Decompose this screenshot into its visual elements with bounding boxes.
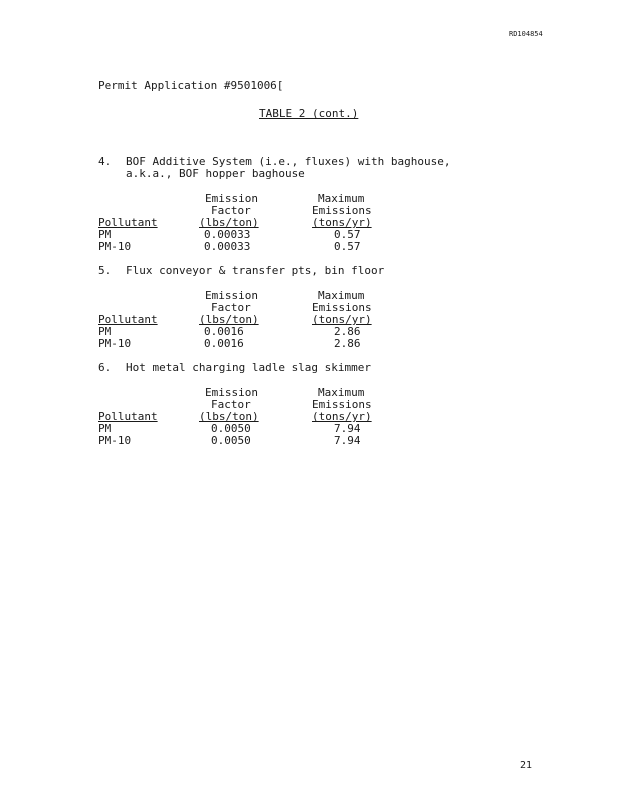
col-factor-head: Emission: [205, 192, 258, 205]
col-max-head: Emissions: [312, 398, 372, 411]
pollutant-cell: PM-10: [98, 434, 132, 447]
factor-cell: 0.00033: [204, 228, 251, 241]
col-max-units: (tons/yr): [312, 313, 372, 326]
col-max-head: Emissions: [312, 301, 372, 314]
factor-cell: 0.0016: [204, 337, 244, 350]
col-max-head: Maximum: [318, 289, 365, 302]
col-factor-units: (lbs/ton): [199, 216, 259, 229]
col-max-units: (tons/yr): [312, 216, 372, 229]
pollutant-cell: PM-10: [98, 337, 132, 350]
permit-application-line: Permit Application #9501006[: [98, 79, 284, 92]
col-pollutant-head: Pollutant: [98, 410, 158, 423]
section-number: 5.: [98, 264, 112, 277]
factor-cell: 0.0050: [211, 434, 251, 447]
col-max-units: (tons/yr): [312, 410, 372, 423]
section-title: BOF Additive System (i.e., fluxes) with baghouse,: [126, 155, 451, 168]
table-title: TABLE 2 (cont.): [259, 107, 359, 120]
col-max-head: Maximum: [318, 386, 365, 399]
col-pollutant-head: Pollutant: [98, 313, 158, 326]
max-cell: 0.57: [334, 240, 361, 253]
max-cell: 2.86: [334, 325, 361, 338]
pollutant-cell: PM: [98, 325, 112, 338]
section-title-continued: a.k.a., BOF hopper baghouse: [126, 167, 305, 180]
col-max-head: Emissions: [312, 204, 372, 217]
max-cell: 2.86: [334, 337, 361, 350]
col-factor-head: Factor: [211, 398, 251, 411]
factor-cell: 0.0016: [204, 325, 244, 338]
page-number: 21: [520, 760, 533, 771]
section-title: Hot metal charging ladle slag skimmer: [126, 361, 372, 374]
pollutant-cell: PM: [98, 228, 112, 241]
max-cell: 0.57: [334, 228, 361, 241]
max-cell: 7.94: [334, 434, 361, 447]
col-factor-head: Factor: [211, 204, 251, 217]
section-number: 4.: [98, 155, 112, 168]
col-factor-units: (lbs/ton): [199, 313, 259, 326]
col-factor-head: Factor: [211, 301, 251, 314]
col-factor-head: Emission: [205, 289, 258, 302]
col-pollutant-head: Pollutant: [98, 216, 158, 229]
col-max-head: Maximum: [318, 192, 365, 205]
pollutant-cell: PM: [98, 422, 112, 435]
factor-cell: 0.0050: [211, 422, 251, 435]
col-factor-head: Emission: [205, 386, 258, 399]
col-factor-units: (lbs/ton): [199, 410, 259, 423]
factor-cell: 0.00033: [204, 240, 251, 253]
document-id: RD104854: [509, 30, 543, 38]
max-cell: 7.94: [334, 422, 361, 435]
section-title: Flux conveyor & transfer pts, bin floor: [126, 264, 385, 277]
pollutant-cell: PM-10: [98, 240, 132, 253]
section-number: 6.: [98, 361, 112, 374]
